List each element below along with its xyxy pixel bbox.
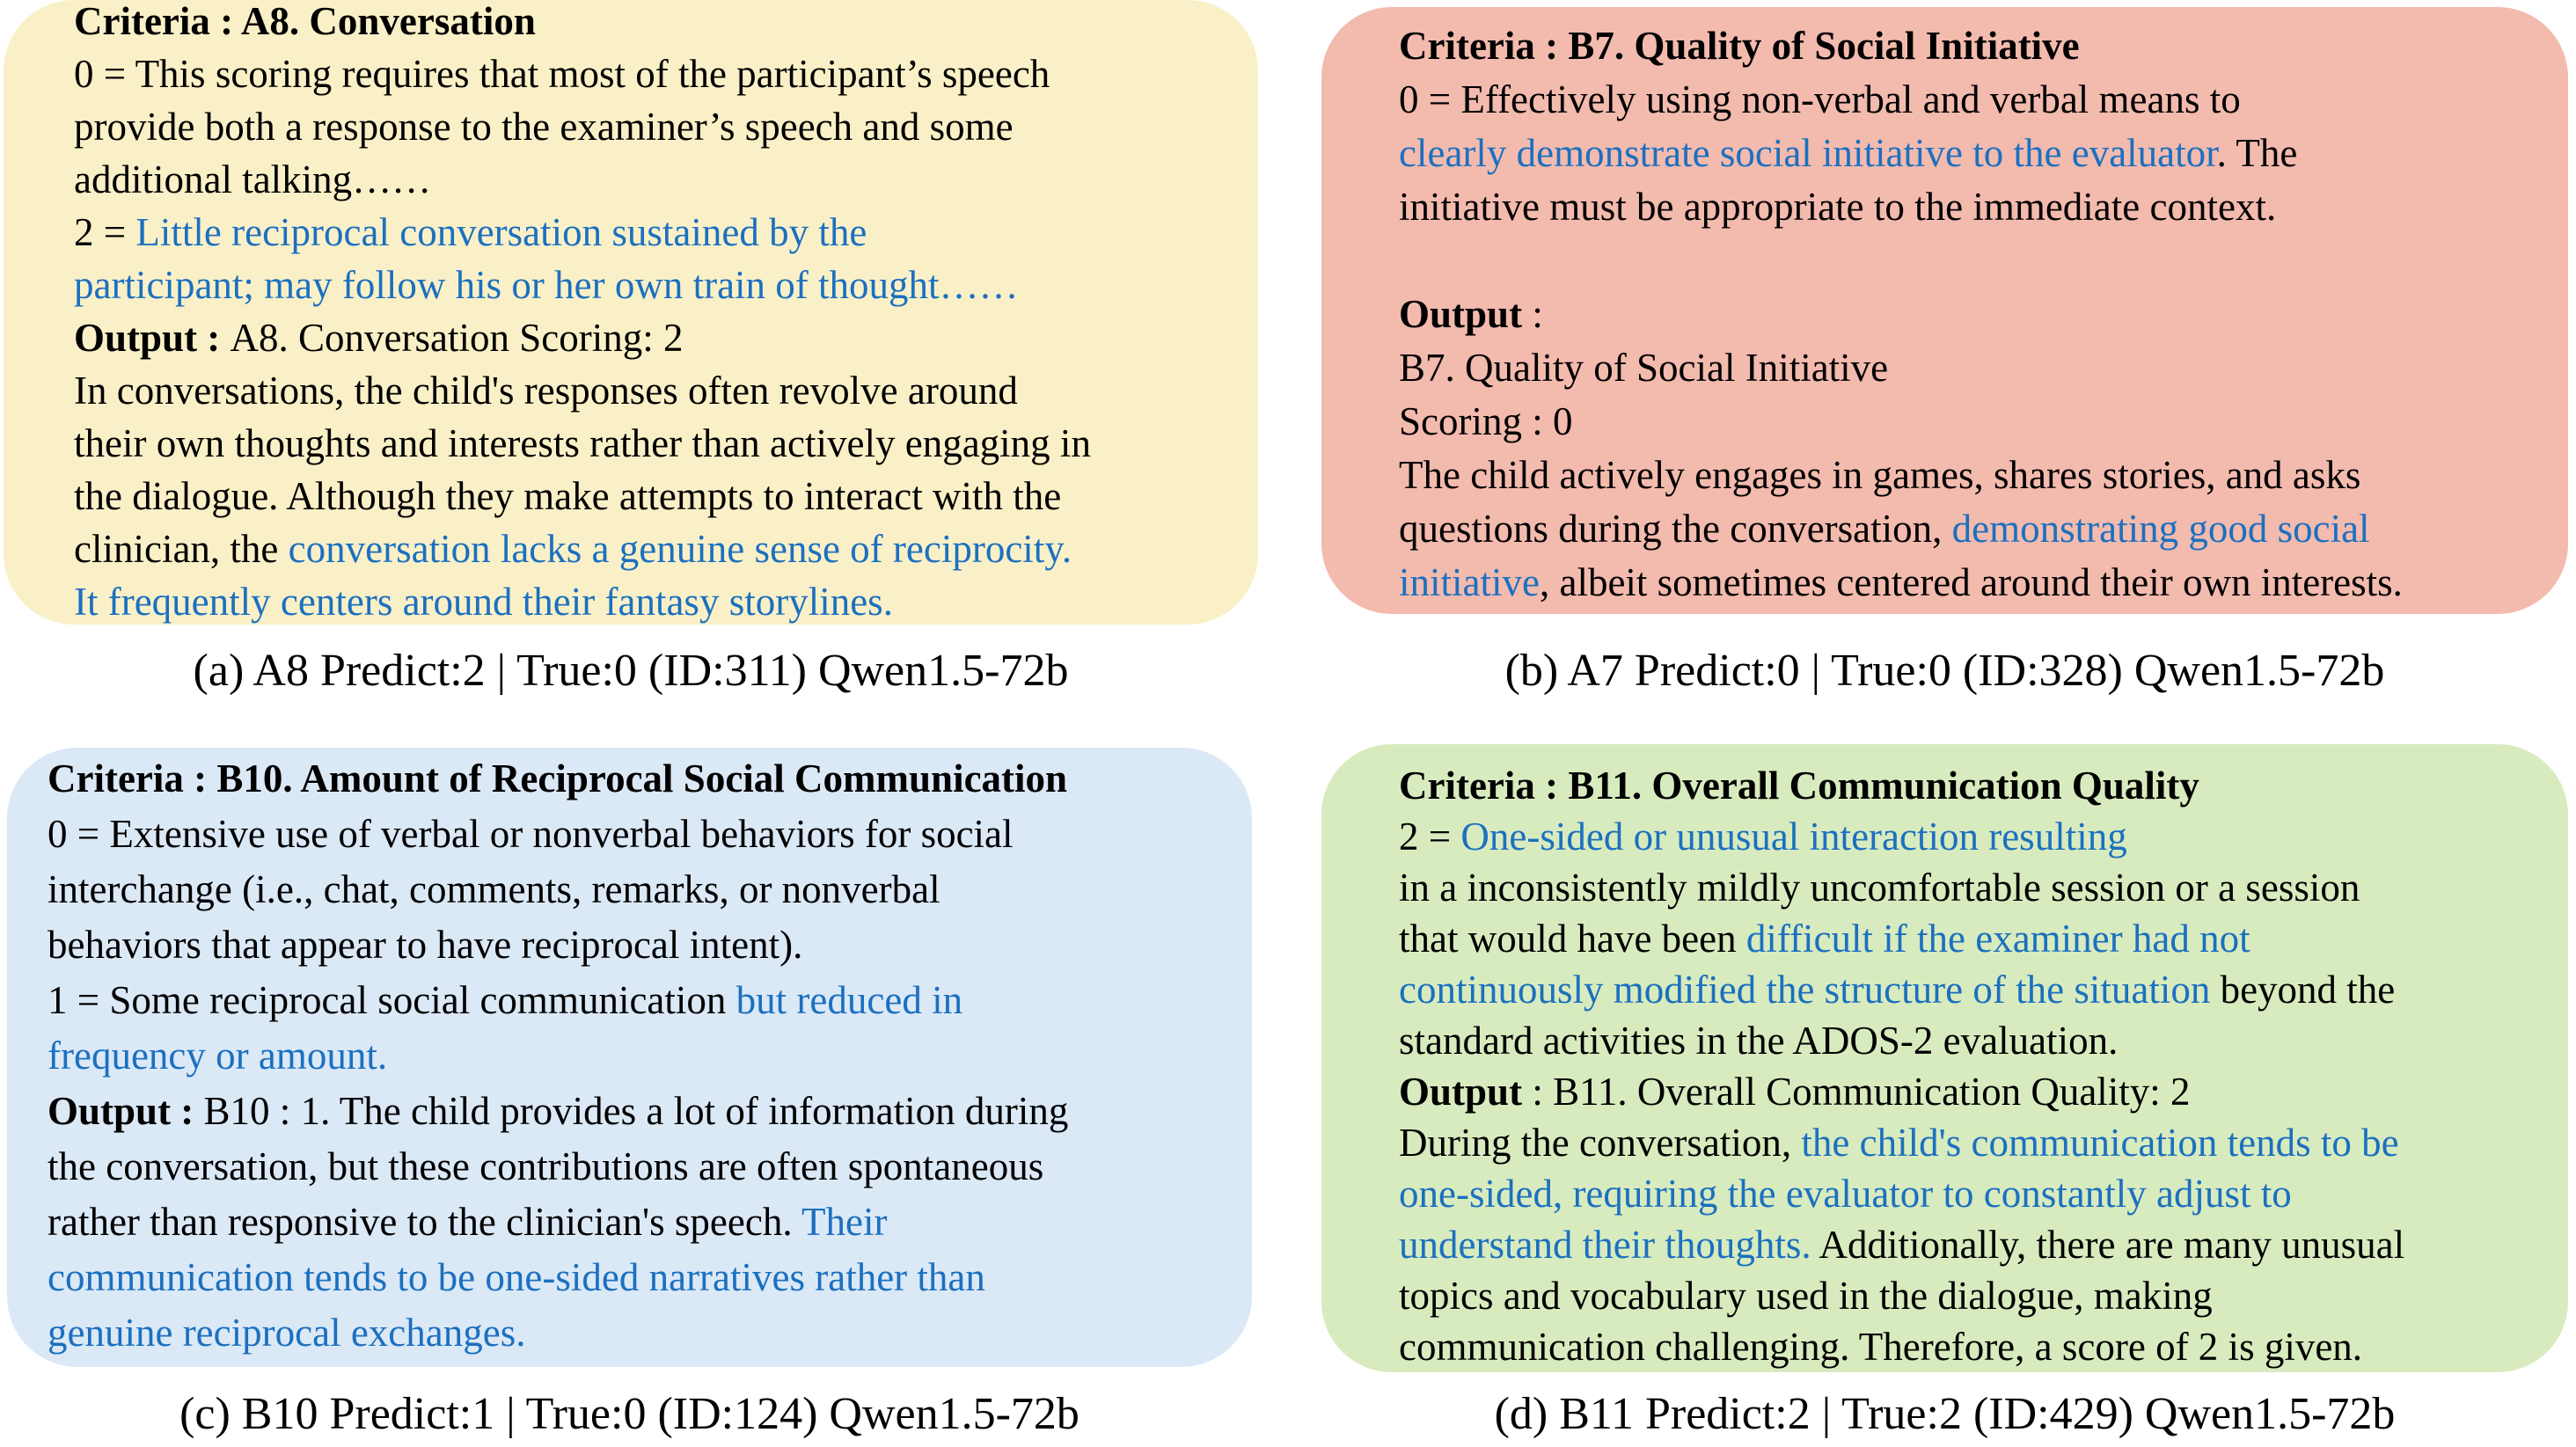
text-line: [48, 917, 1247, 973]
text-line: [1399, 395, 2556, 449]
body-text: , albeit sometimes centered around their own interests.: [1539, 560, 2403, 604]
body-text: that would have been: [1399, 917, 1746, 961]
body-text: their own thoughts and interests rather than actively engaging in: [74, 421, 1091, 465]
body-text: : B11. Overall Communication Quality: 2: [1522, 1070, 2191, 1114]
text-line: [74, 417, 1246, 470]
text-line: [74, 100, 1246, 153]
body-text: In conversations, the child's responses often revolve around: [74, 369, 1018, 413]
body-text: Additionally, there are many unusual: [1811, 1223, 2405, 1267]
text-line: [48, 1084, 1247, 1139]
caption-b: (b) A7 Predict:0 | True:0 (ID:328) Qwen1.5-72b: [1504, 646, 2385, 696]
text-line: [1399, 811, 2556, 862]
body-text: additional talking……: [74, 157, 432, 201]
body-text: standard activities in the ADOS-2 evaluation.: [1399, 1019, 2119, 1063]
body-text: clinician, the: [74, 527, 289, 571]
body-text: rather than responsive to the clinician's speech.: [48, 1200, 801, 1244]
text-line: [1399, 180, 2556, 234]
body-text: The child actively engages in games, shares stories, and asks: [1399, 453, 2361, 497]
text-line: [48, 1028, 1247, 1084]
bold-label: Criteria : B10. Amount of Reciprocal Social Communication: [48, 756, 1068, 800]
highlighted-text: conversation lacks a genuine sense of reciprocity.: [288, 527, 1072, 571]
body-text: . The: [2216, 131, 2298, 175]
text-line: [1399, 341, 2556, 395]
caption-a: (a) A8 Predict:2 | True:0 (ID:311) Qwen1.5-72b: [193, 646, 1069, 696]
body-text: B7. Quality of Social Initiative: [1399, 346, 1889, 390]
panel-b-criteria-card: [1321, 7, 2568, 614]
text-line: [48, 1305, 1247, 1361]
text-line: [1399, 19, 2556, 73]
bold-label: Output :: [48, 1089, 204, 1133]
highlighted-text: the child's communication tends to be: [1801, 1121, 2399, 1165]
bold-label: Criteria : B11. Overall Communication Quality: [1399, 764, 2199, 808]
text-line: [74, 206, 1246, 259]
highlighted-text: It frequently centers around their fantasy storylines.: [74, 580, 893, 624]
text-line: [74, 575, 1246, 625]
highlighted-text: difficult if the examiner had not: [1745, 917, 2250, 961]
caption-c: (c) B10 Predict:1 | True:0 (ID:124) Qwen1.5-72b: [179, 1389, 1079, 1439]
highlighted-text: but reduced in: [735, 978, 963, 1022]
body-text: B10 : 1. The child provides a lot of information during: [203, 1089, 1069, 1133]
body-text: provide both a response to the examiner’s speech and some: [74, 105, 1014, 149]
highlighted-text: frequency or amount.: [48, 1034, 388, 1078]
body-text: Scoring : 0: [1399, 399, 1573, 443]
text-line: [48, 751, 1247, 807]
body-text: 2 =: [1399, 815, 1461, 859]
highlighted-text: continuously modified the structure of the situation: [1399, 968, 2211, 1012]
text-line: [74, 470, 1246, 523]
body-text: During the conversation,: [1399, 1121, 1802, 1165]
highlighted-text: clearly demonstrate social initiative to the evaluator: [1399, 131, 2217, 175]
bold-label: Criteria : A8. Conversation: [74, 0, 536, 43]
text-line: [1399, 1168, 2556, 1219]
text-line: [74, 48, 1246, 100]
caption-d: (d) B11 Predict:2 | True:2 (ID:429) Qwen1.5-72b: [1494, 1389, 2396, 1439]
text-line: [1399, 127, 2556, 180]
body-text: behaviors that appear to have reciprocal intent).: [48, 923, 803, 967]
bold-label: Output: [1399, 1070, 1523, 1114]
body-text: A8. Conversation Scoring: 2: [230, 316, 684, 360]
text-line: [74, 0, 1246, 48]
body-text: beyond the: [2210, 968, 2396, 1012]
text-line: [1399, 1015, 2556, 1066]
body-text: 0 = Extensive use of verbal or nonverbal behaviors for social: [48, 812, 1014, 856]
body-text: topics and vocabulary used in the dialogue, making: [1399, 1274, 2213, 1318]
body-text: :: [1522, 292, 1543, 336]
text-line: [74, 523, 1246, 575]
body-text: initiative must be appropriate to the immediate context.: [1399, 185, 2277, 229]
body-text: 0 = Effectively using non-verbal and verbal means to: [1399, 77, 2241, 121]
highlighted-text: one-sided, requiring the evaluator to constantly adjust to: [1399, 1172, 2292, 1216]
highlighted-text: One-sided or unusual interaction resulting: [1460, 815, 2127, 859]
text-line: [48, 1139, 1247, 1195]
text-line: [48, 1250, 1247, 1305]
text-line: [74, 311, 1246, 364]
text-line: [48, 973, 1247, 1028]
bold-label: Output: [1399, 292, 1523, 336]
body-text: communication challenging. Therefore, a score of 2 is given.: [1399, 1325, 2363, 1369]
body-text: 0 = This scoring requires that most of the participant’s speech: [74, 52, 1050, 96]
text-line: [48, 807, 1247, 862]
text-line: [1399, 964, 2556, 1015]
highlighted-text: Little reciprocal conversation sustained by the: [135, 210, 867, 254]
text-line: [48, 862, 1247, 917]
text-line: [1399, 1066, 2556, 1117]
text-line: [1399, 1219, 2556, 1270]
text-line: [48, 1195, 1247, 1250]
body-text: the conversation, but these contributions are often spontaneous: [48, 1144, 1044, 1188]
body-text: 1 = Some reciprocal social communication: [48, 978, 736, 1022]
text-line: [1399, 73, 2556, 127]
panel-c-criteria-card: [7, 748, 1252, 1367]
highlighted-text: genuine reciprocal exchanges.: [48, 1311, 526, 1355]
text-line: [1399, 1270, 2556, 1321]
text-line: [1399, 449, 2556, 502]
text-line: [1399, 288, 2556, 341]
bold-label: Output :: [74, 316, 231, 360]
text-line: [1399, 1321, 2556, 1372]
body-text: questions during the conversation,: [1399, 507, 1952, 551]
panel-d-criteria-card: [1321, 744, 2568, 1372]
bold-label: Criteria : B7. Quality of Social Initiative: [1399, 24, 2080, 68]
body-text: 2 =: [74, 210, 136, 254]
text-line: [74, 259, 1246, 311]
text-line: [1399, 913, 2556, 964]
text-line: [1399, 862, 2556, 913]
body-text: interchange (i.e., chat, comments, remarks, or nonverbal: [48, 867, 940, 911]
body-text: in a inconsistently mildly uncomfortable session or a session: [1399, 866, 2360, 910]
text-line: [1399, 1117, 2556, 1168]
panel-a-criteria-card: [4, 0, 1258, 625]
body-text: the dialogue. Although they make attempts to interact with the: [74, 474, 1062, 518]
text-line: [1399, 234, 2556, 288]
highlighted-text: demonstrating good social: [1951, 507, 2370, 551]
text-line: [1399, 556, 2556, 610]
highlighted-text: understand their thoughts.: [1399, 1223, 1811, 1267]
text-line: [1399, 760, 2556, 811]
text-line: [1399, 502, 2556, 556]
text-line: [74, 153, 1246, 206]
text-line: [74, 364, 1246, 417]
highlighted-text: communication tends to be one-sided narratives rather than: [48, 1255, 985, 1299]
highlighted-text: Their: [801, 1200, 888, 1244]
highlighted-text: participant; may follow his or her own train of thought……: [74, 263, 1019, 307]
highlighted-text: initiative: [1399, 560, 1540, 604]
